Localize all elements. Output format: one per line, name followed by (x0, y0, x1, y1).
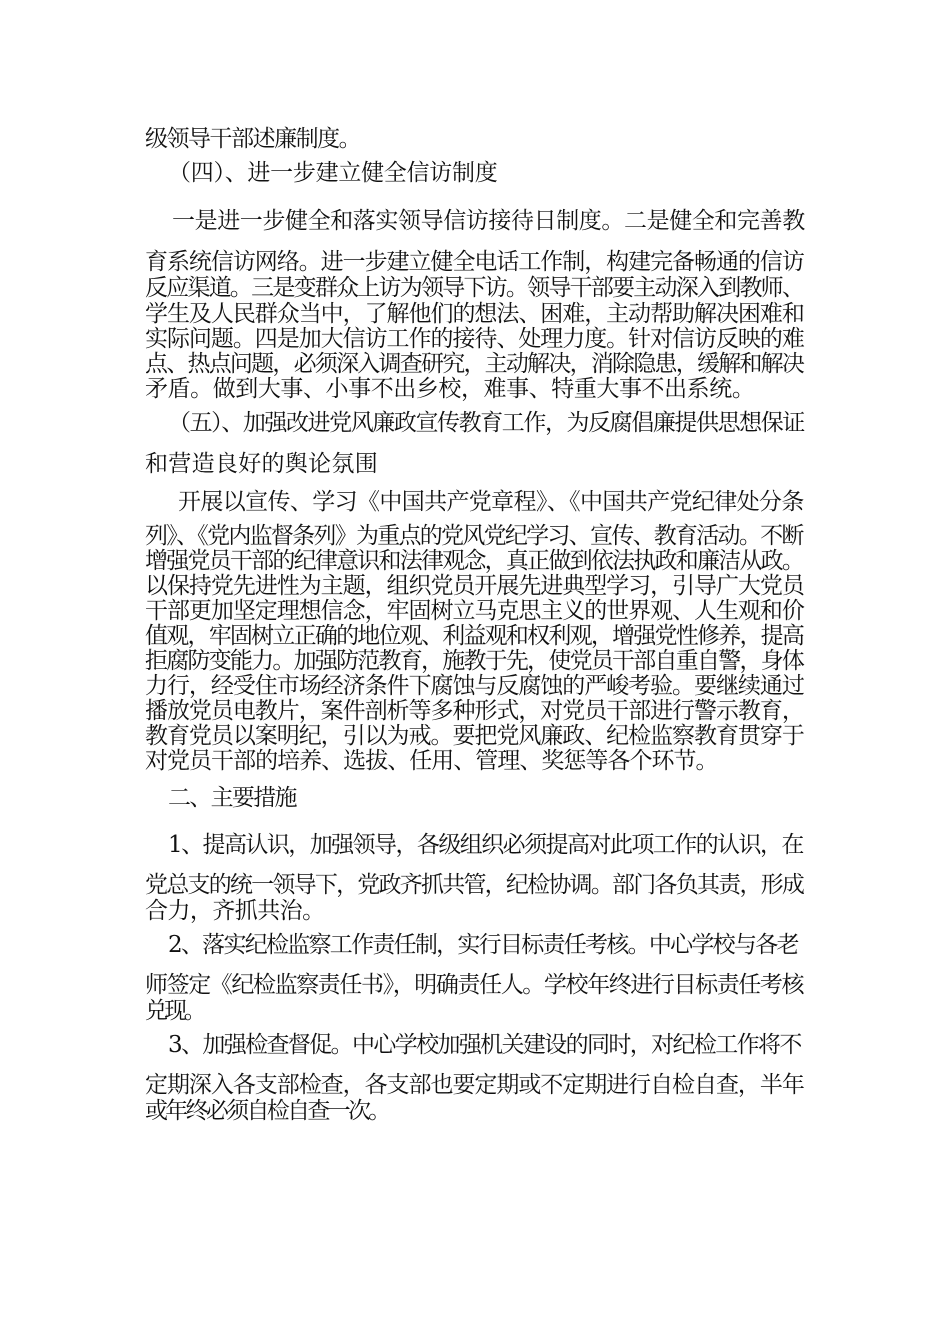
text-line: 2、落实纪检监察工作责任制，实行目标责任考核。中心学校与各老 (168, 932, 798, 958)
text-line: 以保持党先进性为主题，组织党员开展先进典型学习，引导广大党员 (145, 573, 804, 599)
text-line: 级领导干部述廉制度。 (145, 126, 361, 152)
text-line: 学生及人民群众当中，了解他们的想法、困难，主动帮助解决困难和 (145, 301, 804, 327)
text-line: 反应渠道。三是变群众上访为领导下访。领导干部要主动深入到教师、 (145, 275, 804, 301)
text-line: 对党员干部的培养、选拔、任用、管理、奖惩等各个环节。 (145, 748, 718, 774)
text-line: 党总支的统一领导下，党政齐抓共管，纪检协调。部门各负其责，形成 (145, 872, 804, 898)
text-line: 师签定《纪检监察责任书》，明确责任人。学校年终进行目标责任考核 (145, 972, 804, 998)
text-line: 实际问题。四是加大信访工作的接待、处理力度。针对信访反映的难 (145, 326, 804, 352)
text-line: 3、加强检查督促。中心学校加强机关建设的同时，对纪检工作将不 (168, 1032, 801, 1058)
section-heading-five: （五）、加强改进党风廉政宣传教育工作，为反腐倡廉提供思想保证 (168, 410, 804, 436)
text-line: 增强党员干部的纪律意识和法律观念，真正做到依法执政和廉洁从政。 (145, 548, 804, 574)
section-heading-four: （四）、进一步建立健全信访制度 (168, 160, 498, 186)
text-line: 值观，牢固树立正确的地位观、利益观和权利观，增强党性修养，提高 (145, 623, 804, 649)
text-line: 或年终必须自检自查一次。 (145, 1098, 389, 1124)
text-line: 矛盾。做到大事、小事不出乡校，难事、特重大事不出系统。 (145, 376, 755, 402)
text-line: 育系统信访网络。进一步建立健全电话工作制，构建完备畅通的信访 (145, 249, 804, 275)
text-line: 兑现。 (145, 998, 203, 1024)
text-line: 1、提高认识，加强领导，各级组织必须提高对此项工作的认识，在 (168, 832, 803, 858)
section-heading-five-cont: 和营造良好的舆论氛围 (145, 451, 378, 477)
section-heading-measures: 二、主要措施 (168, 785, 296, 811)
text-line: 力行，经受住市场经济条件下腐蚀与反腐蚀的严峻考验。要继续通过 (145, 673, 804, 699)
text-line: 列》、《党内监督条列》为重点的党风党纪学习、宣传、教育活动。不断 (145, 523, 803, 549)
text-line: 干部更加坚定理想信念，牢固树立马克思主义的世界观、人生观和价 (145, 598, 804, 624)
text-line: 拒腐防变能力。加强防范教育，施教于先，使党员干部自重自警，身体 (145, 648, 804, 674)
text-line: 合力，齐抓共治。 (145, 898, 325, 924)
text-line: 开展以宣传、学习《中国共产党章程》、《中国共产党纪律处分条 (178, 489, 804, 515)
text-line: 教育党员以案明纪，引以为戒。要把党风廉政、纪检监察教育贯穿于 (145, 723, 804, 749)
text-line: 定期深入各支部检查，各支部也要定期或不定期进行自检自查，半年 (145, 1072, 804, 1098)
text-line: 一是进一步健全和落实领导信访接待日制度。二是健全和完善教 (172, 208, 805, 234)
text-line: 点、热点问题，必须深入调查研究，主动解决，消除隐患，缓解和解决 (145, 351, 804, 377)
text-line: 播放党员电教片，案件剖析等多种形式，对党员干部进行警示教育， (145, 698, 804, 724)
